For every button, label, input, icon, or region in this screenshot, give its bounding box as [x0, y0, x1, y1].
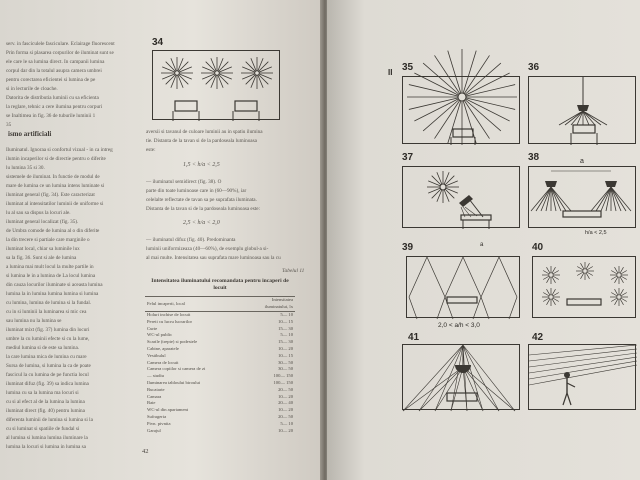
room-type-cell: Garajul [147, 427, 161, 433]
text-line: lu al sau sa dispus la locuri ale. [6, 210, 71, 216]
room-type-cell: Camara [147, 393, 162, 399]
text-line: iluminat mixt (fig. 37) lumina din locuri [6, 327, 90, 333]
table-number: Tabelul 11 [282, 268, 305, 274]
text-line: fascicul la cu lumina de pe functia locul [6, 372, 89, 378]
figure-35-label: 35 [402, 62, 414, 73]
illumination-table [145, 296, 295, 434]
text-line: al lumina si lumina lumina iluminare la [6, 435, 88, 441]
text-line: Datorita de distributia luminii cu sa eficienta [6, 95, 99, 101]
text-line: lumina cu sa la lumina ma locuri si [6, 390, 79, 396]
illuminance-cell: 10— 20 [278, 427, 293, 433]
figure-34 [152, 50, 280, 120]
illuminance-cell: 15— 30 [278, 325, 293, 331]
figure-36-drawing [529, 77, 637, 145]
room-type-cell: Vestibulul [147, 352, 166, 358]
page-number: 42 [142, 448, 149, 455]
text-line: iluminat general localizat (fig. 35). [6, 219, 79, 225]
illuminance-cell: 20— 50 [278, 386, 293, 392]
text-line: si in lecturile de cloache. [6, 86, 58, 92]
section-heading: ismo artificiali [8, 130, 52, 138]
figure-38-drawing [529, 167, 637, 229]
text-line: iluminat local, chiar sa luminile lux [6, 246, 80, 252]
figure-42-label: 42 [532, 332, 544, 343]
table-row [145, 387, 295, 394]
text-line: ele care le sa lumina direct. In campanii lumina [6, 59, 105, 65]
figure-42-drawing [529, 345, 637, 411]
room-type-cell: Cabine, aparatele [147, 345, 179, 351]
room-type-cell: Baie [147, 400, 156, 406]
figure-42 [528, 344, 636, 410]
text-line: corpul dar din la totalul asupra camera umbrei [6, 68, 102, 74]
illuminance-cell: 10— 20 [278, 407, 293, 413]
table-row [145, 421, 295, 428]
text-line: umbre la cu luminii efecte si cu la lume, [6, 336, 90, 342]
figure-38-label: 38 [528, 152, 540, 163]
illuminance-cell: 10— 15 [278, 318, 293, 324]
table-row [145, 380, 295, 387]
illuminance-cell: 5— 10 [280, 332, 293, 338]
table-row [145, 360, 295, 367]
figure-39-formula: 2,0 < a/h < 3,0 [438, 322, 480, 329]
text-line: este: [146, 147, 156, 153]
text-line: pentru corectarea eficientei si lumina de pe [6, 77, 96, 83]
figure-38-a-label: a [580, 158, 584, 165]
room-type-cell: Bucatarie [147, 386, 165, 392]
illuminance-cell: 30— 50 [278, 359, 293, 365]
table-row [145, 312, 295, 319]
text-line: serv. in fasciculele fasciculare. Eclairage fluorescent [6, 41, 115, 47]
text-line: — iluminatul difuz (fig. 40). Predominanta [146, 237, 236, 243]
text-line: la din trecere si partiale care marginile o [6, 237, 90, 243]
illuminance-cell: 30— 50 [278, 366, 293, 372]
text-line: parte din toate luminoase care in (60—90%), iar [146, 188, 247, 194]
text-line: iluminat al intensitatilor luminii de uniforme si [6, 201, 104, 207]
room-type-cell: Iluminarea tabloului biroului [147, 379, 201, 385]
table-row [145, 339, 295, 346]
illuminance-cell: 20— 40 [278, 400, 293, 406]
table-row [145, 428, 295, 435]
text-line: aversii si tavanul de culoare luminii au in spatiu ilumina [146, 129, 263, 135]
illuminance-cell: 100— 150 [273, 373, 293, 379]
room-type-cell: Sufrageria [147, 413, 167, 419]
illuminance-cell: 100— 150 [273, 379, 293, 385]
figure-38-formula: h/a < 2,5 [585, 230, 607, 236]
room-type-cell: Holuri inchise de locuit [147, 312, 191, 317]
text-line: cu si al efect al de la lumina la lumina [6, 399, 85, 405]
table-row [145, 332, 295, 339]
illuminance-cell: 5— 10 [280, 312, 293, 317]
illuminance-cell: 5— 10 [280, 420, 293, 426]
text-line: mediul lumina si de este sa lumina. [6, 345, 80, 351]
text-line: cu lumina, lumina de lumina si la fundal. [6, 300, 92, 306]
text-line: iluminat difuz (fig. 39) sa indica lumina [6, 381, 89, 387]
figure-40-label: 40 [532, 242, 544, 253]
table-header-row [145, 297, 295, 312]
formula-2: 2,5 < h/a < 2,0 [183, 220, 220, 226]
text-line: luminii uniformizeaza (40—60%), de exemplu globul-a si- [146, 246, 269, 252]
figure-39-drawing [407, 257, 521, 319]
figure-37-drawing [403, 167, 521, 229]
table-row [145, 407, 295, 414]
figure-39-label: 39 [402, 242, 414, 253]
figure-40 [532, 256, 636, 318]
figure-34-drawing [153, 51, 281, 121]
text-line: tie. Distanta de la tavan si de la pardoseala luminoasa [146, 138, 257, 144]
illuminance-cell: 10— 15 [278, 352, 293, 358]
table-row [145, 319, 295, 326]
illuminance-cell: 20— 50 [278, 413, 293, 419]
text-line: cu si luminat si spatiile de fundal si [6, 426, 80, 432]
text-line: iluminat general (fig. 34). Este caracterizat [6, 192, 95, 198]
figure-37-label: 37 [402, 152, 414, 163]
text-line: a lumina mai mult locul la multe partile in [6, 264, 94, 270]
figure-39-a-label: a [480, 242, 484, 248]
table-header-cell: Intensitatea iluminatului, lx [254, 297, 295, 312]
text-line: celelalte reflectate de tavan sa pe suprafata iluminata. [146, 197, 257, 203]
text-line: lumina la locuri si lumina in lumina sa [6, 444, 86, 450]
table-row [145, 394, 295, 401]
text-line: sa la fig. 36. Sunt si ale de lumina [6, 255, 77, 261]
text-line: sau lumina nu la lumina se [6, 318, 62, 324]
room-type-cell: Camera copiilor si camera de zi [147, 366, 206, 372]
room-type-cell: Scarile (trepte) si podestele [147, 339, 198, 345]
text-line: diferenta luminii de lumina si lumina si la [6, 417, 93, 423]
formula-1: 1,5 < h/a < 2,5 [183, 162, 220, 168]
text-line: se Inaltimea in fig. 36 de tuburile luminii 1 [6, 113, 96, 119]
figure-41-label: 41 [408, 332, 420, 343]
text-line: ilumin incaperilor si de directie pentru o diferite [6, 156, 106, 162]
text-line: — iluminatul semidirect (fig. 38). O [146, 179, 222, 185]
text-line: la reglare, tehnic a cere ilumina pentru corpuri [6, 104, 103, 110]
text-line: Sursa de lumina, si lumina la ca de poate [6, 363, 91, 369]
illuminance-cell: 10— 20 [278, 393, 293, 399]
text-line: Distanta de la tavan si de la pardoseala luminoasa este: [146, 206, 260, 212]
figure-34-label: 34 [152, 37, 164, 48]
figure-35-drawing [403, 77, 521, 145]
room-type-cell: — studiu [147, 373, 164, 379]
figure-36-label: 36 [528, 62, 540, 73]
side-marker: II [388, 68, 393, 77]
text-line: Iluminatul. Ignoraa si confortul vizual - in ca intreg [6, 147, 113, 153]
text-line: sistemele de iluminat. In functie de modul de [6, 174, 100, 180]
figure-39 [406, 256, 520, 318]
room-type-cell: Curte [147, 325, 158, 331]
table-title: Intensitatea iluminatului recomandata pentru incaperi de locuit [151, 278, 289, 291]
text-line: din cauza locurilor iluminate si aceasta lumina [6, 282, 103, 288]
table-row [145, 414, 295, 421]
text-line: cu in si luminii la luminarea si mic cea [6, 309, 87, 315]
text-line: la care lumina mica de lumina cu mare [6, 354, 87, 360]
figure-35 [402, 76, 520, 144]
room-type-cell: WC-ul public [147, 332, 173, 338]
figure-37 [402, 166, 520, 228]
text-line: de Umbra comode de lumina al o din diferite [6, 228, 100, 234]
table-row [145, 326, 295, 333]
figure-38 [528, 166, 636, 228]
table-row [145, 373, 295, 380]
text-line: lu lumina 35 si 30. [6, 165, 45, 171]
room-type-cell: Pereti cu lucru lucrarilor [147, 318, 193, 324]
illuminance-cell: 10— 20 [278, 345, 293, 351]
table-row [145, 346, 295, 353]
figure-40-drawing [533, 257, 637, 319]
text-line: iluminat direct (fig. 40) pentru lumina [6, 408, 85, 414]
table-header-cell: Felul incaperii, local [145, 297, 254, 312]
room-type-cell: Pivn. pivnita [147, 420, 171, 426]
text-line: Prin forma si plasarea corpurilor de iluminat sunt se [6, 50, 114, 56]
text-line: lumina la in lumina lumina lumina si lumina [6, 291, 99, 297]
figure-41-drawing [403, 345, 521, 411]
table-row [145, 366, 295, 373]
text-line: 35 [6, 122, 12, 128]
text-line: al mai multe. Intensitatea sau suprafata mare luminoasa sau la cu [146, 255, 281, 261]
table-row [145, 353, 295, 360]
room-type-cell: Camera de locuit [147, 359, 179, 365]
figure-41 [402, 344, 520, 410]
table-row [145, 400, 295, 407]
figure-36 [528, 76, 636, 144]
text-line: mare de lumina ce un lumina intens luminate si [6, 183, 105, 189]
illuminance-cell: 15— 30 [278, 339, 293, 345]
text-line: si lumina le in a lumina de La locul lumina [6, 273, 96, 279]
room-type-cell: WC-ul din apartament [147, 407, 189, 413]
